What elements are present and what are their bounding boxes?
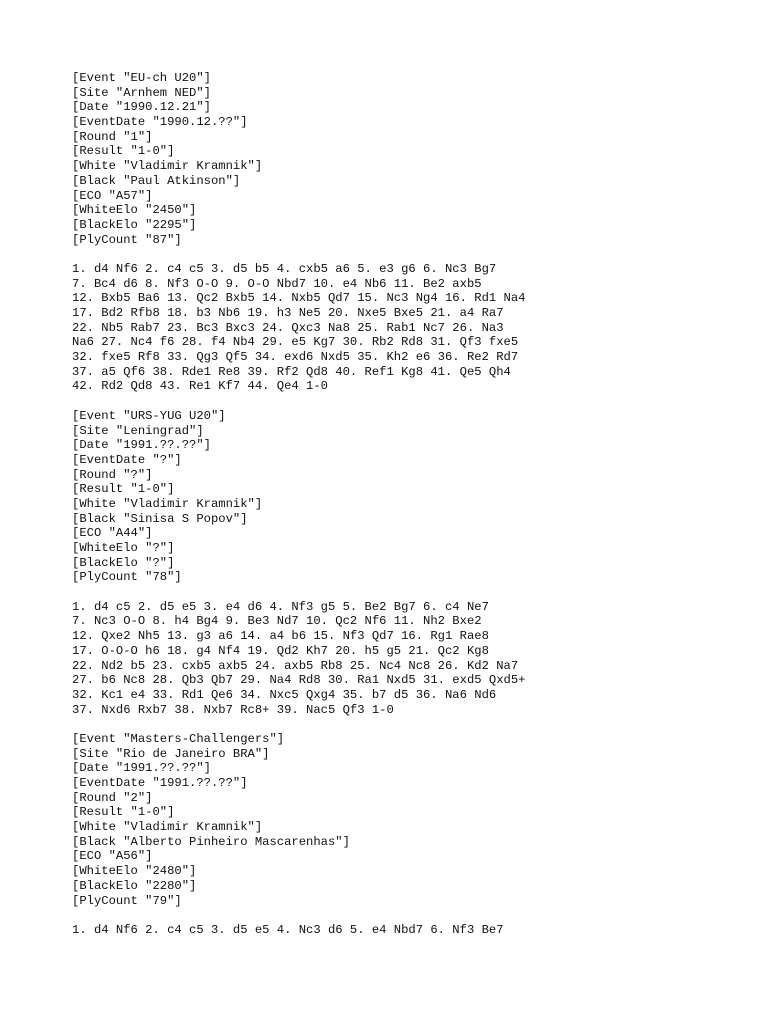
pgn-header-line: [Black "Paul Atkinson"]: [72, 173, 241, 188]
move-text-line: 12. Bxb5 Ba6 13. Qc2 Bxb5 14. Nxb5 Qd7 15. Nc3 Ng4 16. Rd1 Na4: [72, 291, 526, 306]
pgn-header-line: [Round "?"]: [72, 467, 153, 482]
move-text-line: 32. fxe5 Rf8 33. Qg3 Qf5 34. exd6 Nxd5 35. Kh2 e6 36. Re2 Rd7: [72, 350, 519, 365]
pgn-header-line: [BlackElo "2295"]: [72, 217, 197, 232]
pgn-header-line: [Result "1-0"]: [72, 805, 175, 820]
pgn-moves: [72, 262, 752, 394]
pgn-moves: [72, 600, 752, 718]
pgn-header-line: [White "Vladimir Kramnik"]: [72, 159, 263, 174]
pgn-header-line: [ECO "A57"]: [72, 188, 153, 203]
pgn-header-line: [WhiteElo "2450"]: [72, 203, 197, 218]
pgn-header-line: [BlackElo "2280"]: [72, 878, 197, 893]
move-text-line: 27. b6 Nc8 28. Qb3 Qb7 29. Na4 Rd8 30. Ra1 Nxd5 31. exd5 Qxd5+: [72, 673, 526, 688]
pgn-header-line: [Round "1"]: [72, 129, 153, 144]
move-text-line: 7. Bc4 d6 8. Nf3 O-O 9. O-O Nbd7 10. e4 Nb6 11. Be2 axb5: [72, 276, 482, 291]
move-text-line: 1. d4 c5 2. d5 e5 3. e4 d6 4. Nf3 g5 5. Be2 Bg7 6. c4 Ne7: [72, 599, 489, 614]
pgn-document: [72, 71, 752, 952]
game-record: [72, 71, 752, 394]
move-text-line: 7. Nc3 O-O 8. h4 Bg4 9. Be3 Nd7 10. Qc2 Nf6 11. Nh2 Bxe2: [72, 614, 482, 629]
move-text-line: 37. Nxd6 Rxb7 38. Nxb7 Rc8+ 39. Nac5 Qf3 1-0: [72, 702, 394, 717]
pgn-header-line: [Black "Sinisa S Popov"]: [72, 511, 248, 526]
pgn-header-line: [Round "2"]: [72, 790, 153, 805]
pgn-header-line: [Result "1-0"]: [72, 144, 175, 159]
pgn-header-line: [Event "Masters-Challengers"]: [72, 731, 285, 746]
pgn-header-line: [White "Vladimir Kramnik"]: [72, 496, 263, 511]
pgn-header-line: [ECO "A44"]: [72, 526, 153, 541]
move-text-line: 22. Nd2 b5 23. cxb5 axb5 24. axb5 Rb8 25. Nc4 Nc8 26. Kd2 Na7: [72, 658, 519, 673]
pgn-header-line: [EventDate "1990.12.??"]: [72, 115, 248, 130]
pgn-header-line: [Black "Alberto Pinheiro Mascarenhas"]: [72, 834, 350, 849]
pgn-header-line: [PlyCount "79"]: [72, 893, 182, 908]
pgn-header-line: [Date "1991.??.??"]: [72, 438, 211, 453]
move-text-line: 17. O-O-O h6 18. g4 Nf4 19. Qd2 Kh7 20. h5 g5 21. Qc2 Kg8: [72, 643, 489, 658]
pgn-moves: [72, 923, 752, 938]
pgn-header-line: [Site "Arnhem NED"]: [72, 85, 211, 100]
pgn-header-line: [BlackElo "?"]: [72, 555, 175, 570]
pgn-header-line: [EventDate "1991.??.??"]: [72, 776, 248, 790]
move-text-line: 1. d4 Nf6 2. c4 c5 3. d5 e5 4. Nc3 d6 5. e4 Nbd7 6. Nf3 Be7: [72, 922, 504, 937]
game-record: [72, 732, 752, 938]
move-text-line: 12. Qxe2 Nh5 13. g3 a6 14. a4 b6 15. Nf3 Qd7 16. Rg1 Rae8: [72, 629, 489, 644]
pgn-header-line: [Site "Leningrad"]: [72, 423, 204, 438]
pgn-header-line: [WhiteElo "?"]: [72, 541, 175, 555]
pgn-header-line: [Site "Rio de Janeiro BRA"]: [72, 746, 270, 761]
move-text-line: 17. Bd2 Rfb8 18. b3 Nb6 19. h3 Ne5 20. Nxe5 Bxe5 21. a4 Ra7: [72, 306, 504, 320]
pgn-headers: [72, 409, 752, 585]
move-text-line: 22. Nb5 Rab7 23. Bc3 Bxc3 24. Qxc3 Na8 25. Rab1 Nc7 26. Na3: [72, 320, 504, 335]
pgn-header-line: [Event "URS-YUG U20"]: [72, 408, 226, 423]
pgn-header-line: [ECO "A56"]: [72, 849, 153, 864]
move-text-line: 32. Kc1 e4 33. Rd1 Qe6 34. Nxc5 Qxg4 35. b7 d5 36. Na6 Nd6: [72, 687, 497, 702]
move-text-line: Na6 27. Nc4 f6 28. f4 Nb4 29. e5 Kg7 30. Rb2 Rd8 31. Qf3 fxe5: [72, 335, 519, 350]
pgn-header-line: [Result "1-0"]: [72, 482, 175, 497]
pgn-header-line: [WhiteElo "2480"]: [72, 864, 197, 879]
pgn-header-line: [Event "EU-ch U20"]: [72, 71, 211, 85]
move-text-line: 37. a5 Qf6 38. Rde1 Re8 39. Rf2 Qd8 40. Ref1 Kg8 41. Qe5 Qh4: [72, 364, 511, 379]
pgn-headers: [72, 732, 752, 908]
pgn-headers: [72, 71, 752, 247]
pgn-header-line: [Date "1990.12.21"]: [72, 100, 211, 115]
move-text-line: 1. d4 Nf6 2. c4 c5 3. d5 b5 4. cxb5 a6 5. e3 g6 6. Nc3 Bg7: [72, 261, 497, 276]
move-text-line: 42. Rd2 Qd8 43. Re1 Kf7 44. Qe4 1-0: [72, 379, 328, 394]
pgn-header-line: [Date "1991.??.??"]: [72, 761, 211, 776]
pgn-header-line: [EventDate "?"]: [72, 452, 182, 467]
pgn-header-line: [PlyCount "87"]: [72, 232, 182, 247]
game-record: [72, 409, 752, 717]
pgn-header-line: [PlyCount "78"]: [72, 570, 182, 585]
pgn-header-line: [White "Vladimir Kramnik"]: [72, 820, 263, 835]
